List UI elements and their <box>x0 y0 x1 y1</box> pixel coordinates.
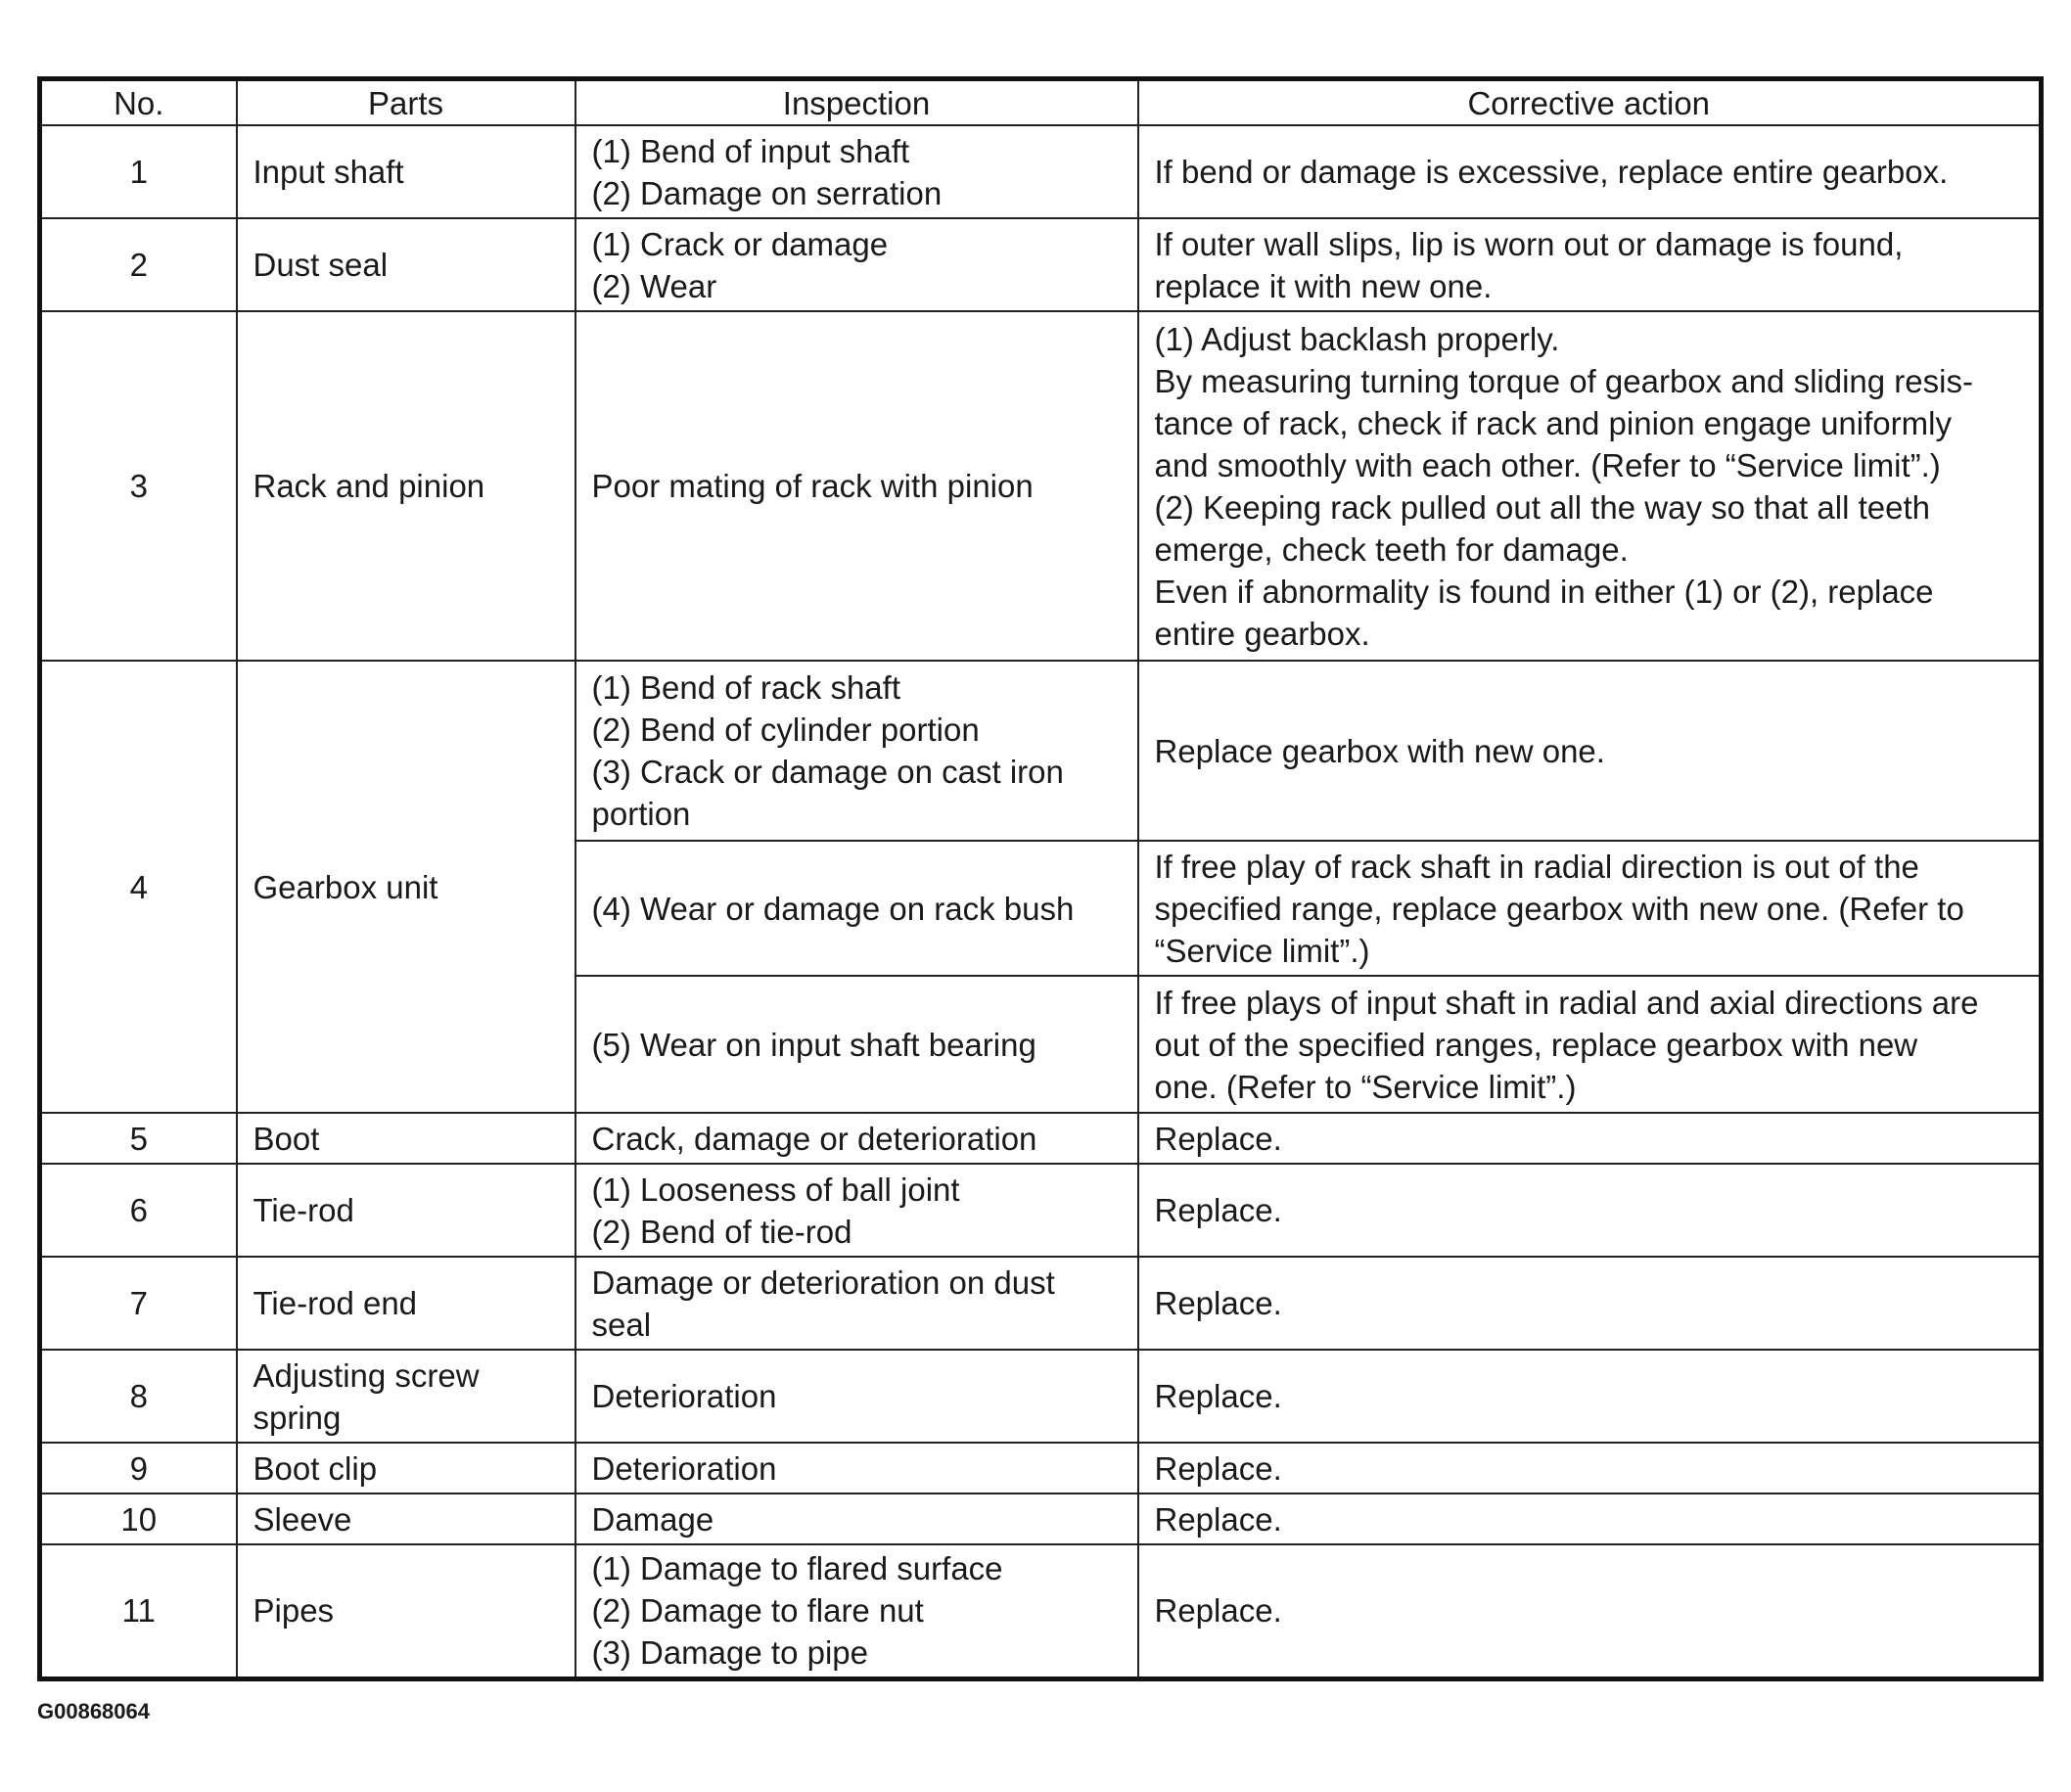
cell-inspection <box>575 311 1138 661</box>
cell-corrective-action <box>1138 1443 2042 1493</box>
table-row <box>40 1257 2042 1350</box>
action-line: (2) Keeping rack pulled out all the way so that all teeth <box>1154 488 1930 526</box>
action-line: Even if abnormality is found in either (1) or (2), replace <box>1154 573 1934 610</box>
table-row <box>40 311 2042 661</box>
action-line: entire gearbox. <box>1154 615 1370 652</box>
inspection-line: (3) Damage to pipe <box>591 1634 868 1672</box>
action-line: “Service limit”.) <box>1154 932 1370 969</box>
action-line: Replace. <box>1154 1500 1282 1538</box>
header-row <box>40 79 2042 126</box>
action-line: out of the specified ranges, replace gearbox with new <box>1154 1026 1918 1063</box>
cell-no: 4 <box>40 661 237 1113</box>
action-line: replace it with new one. <box>1154 267 1493 304</box>
action-line: Replace. <box>1154 1378 1282 1414</box>
inspection-line: Poor mating of rack with pinion <box>591 468 1034 504</box>
inspection-line: (5) Wear on input shaft bearing <box>591 1026 1036 1063</box>
cell-corrective-action <box>1138 1164 2042 1257</box>
inspection-line: (1) Crack or damage <box>591 225 889 262</box>
cell-part: Tie-rod <box>237 1164 575 1257</box>
cell-no: 10 <box>40 1493 237 1544</box>
cell-inspection <box>575 125 1138 218</box>
action-line: emerge, check teeth for damage. <box>1154 530 1629 568</box>
action-line: Replace. <box>1154 1592 1282 1630</box>
cell-no: 2 <box>40 218 237 311</box>
table-body <box>40 125 2042 1678</box>
cell-no: 7 <box>40 1257 237 1350</box>
header-corrective-action: Corrective action <box>1138 79 2042 126</box>
cell-inspection <box>575 841 1138 976</box>
table-row <box>40 1544 2042 1678</box>
table-row <box>40 125 2042 218</box>
cell-corrective-action <box>1138 1257 2042 1350</box>
action-line: If outer wall slips, lip is worn out or damage is found, <box>1154 225 1904 262</box>
table-row <box>40 1493 2042 1544</box>
action-line: Replace. <box>1154 1285 1282 1321</box>
cell-part: Input shaft <box>237 125 575 218</box>
cell-part: Pipes <box>237 1544 575 1678</box>
cell-corrective-action <box>1138 841 2042 976</box>
cell-no: 8 <box>40 1350 237 1443</box>
cell-inspection <box>575 1443 1138 1493</box>
cell-corrective-action <box>1138 311 2042 661</box>
header-parts: Parts <box>237 79 575 126</box>
action-line: Replace. <box>1154 1120 1282 1157</box>
inspection-line: (4) Wear or damage on rack bush <box>591 890 1075 927</box>
cell-no: 6 <box>40 1164 237 1257</box>
table-row <box>40 218 2042 311</box>
inspection-table <box>37 76 2044 1681</box>
cell-corrective-action <box>1138 125 2042 218</box>
cell-inspection <box>575 1113 1138 1164</box>
cell-corrective-action <box>1138 1493 2042 1544</box>
action-line: one. (Refer to “Service limit”.) <box>1154 1068 1577 1105</box>
cell-part: Rack and pinion <box>237 311 575 661</box>
cell-inspection <box>575 976 1138 1113</box>
cell-corrective-action <box>1138 976 2042 1113</box>
cell-part: Sleeve <box>237 1493 575 1544</box>
cell-inspection <box>575 1493 1138 1544</box>
cell-inspection <box>575 1350 1138 1443</box>
cell-part: Boot <box>237 1113 575 1164</box>
inspection-line: seal <box>591 1306 652 1343</box>
cell-inspection <box>575 1544 1138 1678</box>
cell-part: Tie-rod end <box>237 1257 575 1350</box>
cell-inspection <box>575 1257 1138 1350</box>
inspection-line: (1) Bend of rack shaft <box>591 669 900 706</box>
table-row <box>40 1164 2042 1257</box>
action-line: Replace. <box>1154 1192 1282 1228</box>
action-line: and smoothly with each other. (Refer to “Service limit”.) <box>1154 446 1941 483</box>
action-line: Replace. <box>1154 1449 1282 1487</box>
cell-no: 5 <box>40 1113 237 1164</box>
action-line: (1) Adjust backlash properly. <box>1154 320 1560 357</box>
action-line: By measuring turning torque of gearbox and sliding resis- <box>1154 362 1973 399</box>
cell-part: Boot clip <box>237 1443 575 1493</box>
inspection-line: (2) Bend of tie-rod <box>591 1213 852 1250</box>
inspection-line: (2) Bend of cylinder portion <box>591 712 980 748</box>
cell-part: Gearbox unit <box>237 661 575 1113</box>
inspection-line: (3) Crack or damage on cast iron <box>591 754 1064 790</box>
cell-inspection <box>575 218 1138 311</box>
action-line: Replace gearbox with new one. <box>1154 732 1605 769</box>
header-no: No. <box>40 79 237 126</box>
cell-corrective-action <box>1138 1113 2042 1164</box>
table-row <box>40 1443 2042 1493</box>
cell-part: Adjusting screw spring <box>237 1350 575 1443</box>
cell-no: 11 <box>40 1544 237 1678</box>
inspection-line: (1) Looseness of ball joint <box>591 1171 960 1208</box>
cell-corrective-action <box>1138 1544 2042 1678</box>
action-line: tance of rack, check if rack and pinion engage uniformly <box>1154 404 1952 441</box>
table-row <box>40 1113 2042 1164</box>
cell-no: 9 <box>40 1443 237 1493</box>
header-inspection: Inspection <box>575 79 1138 126</box>
action-line: If free play of rack shaft in radial direction is out of the <box>1154 848 1919 885</box>
action-line: specified range, replace gearbox with new one. (Refer to <box>1154 890 1964 927</box>
inspection-line: (2) Damage on serration <box>591 174 943 211</box>
inspection-line: portion <box>591 796 691 832</box>
inspection-line: Damage or deterioration on dust <box>591 1264 1055 1301</box>
cell-corrective-action <box>1138 218 2042 311</box>
cell-corrective-action <box>1138 661 2042 841</box>
inspection-line: (2) Wear <box>591 267 717 304</box>
inspection-line: Deterioration <box>591 1449 777 1487</box>
inspection-line: (1) Damage to flared surface <box>591 1550 1003 1587</box>
figure-code: G00868064 <box>37 1699 150 1723</box>
cell-corrective-action <box>1138 1350 2042 1443</box>
cell-inspection <box>575 1164 1138 1257</box>
inspection-line: (1) Bend of input shaft <box>591 132 910 169</box>
cell-no: 1 <box>40 125 237 218</box>
inspection-line: (2) Damage to flare nut <box>591 1592 924 1630</box>
table-row <box>40 1350 2042 1443</box>
action-line: If free plays of input shaft in radial and axial directions are <box>1154 984 1979 1021</box>
table-row <box>40 661 2042 841</box>
action-line: If bend or damage is excessive, replace entire gearbox. <box>1154 154 1949 190</box>
cell-part: Dust seal <box>237 218 575 311</box>
inspection-line: Deterioration <box>591 1378 777 1414</box>
inspection-line: Crack, damage or deterioration <box>591 1120 1037 1157</box>
inspection-line: Damage <box>591 1500 714 1538</box>
cell-no: 3 <box>40 311 237 661</box>
cell-inspection <box>575 661 1138 841</box>
